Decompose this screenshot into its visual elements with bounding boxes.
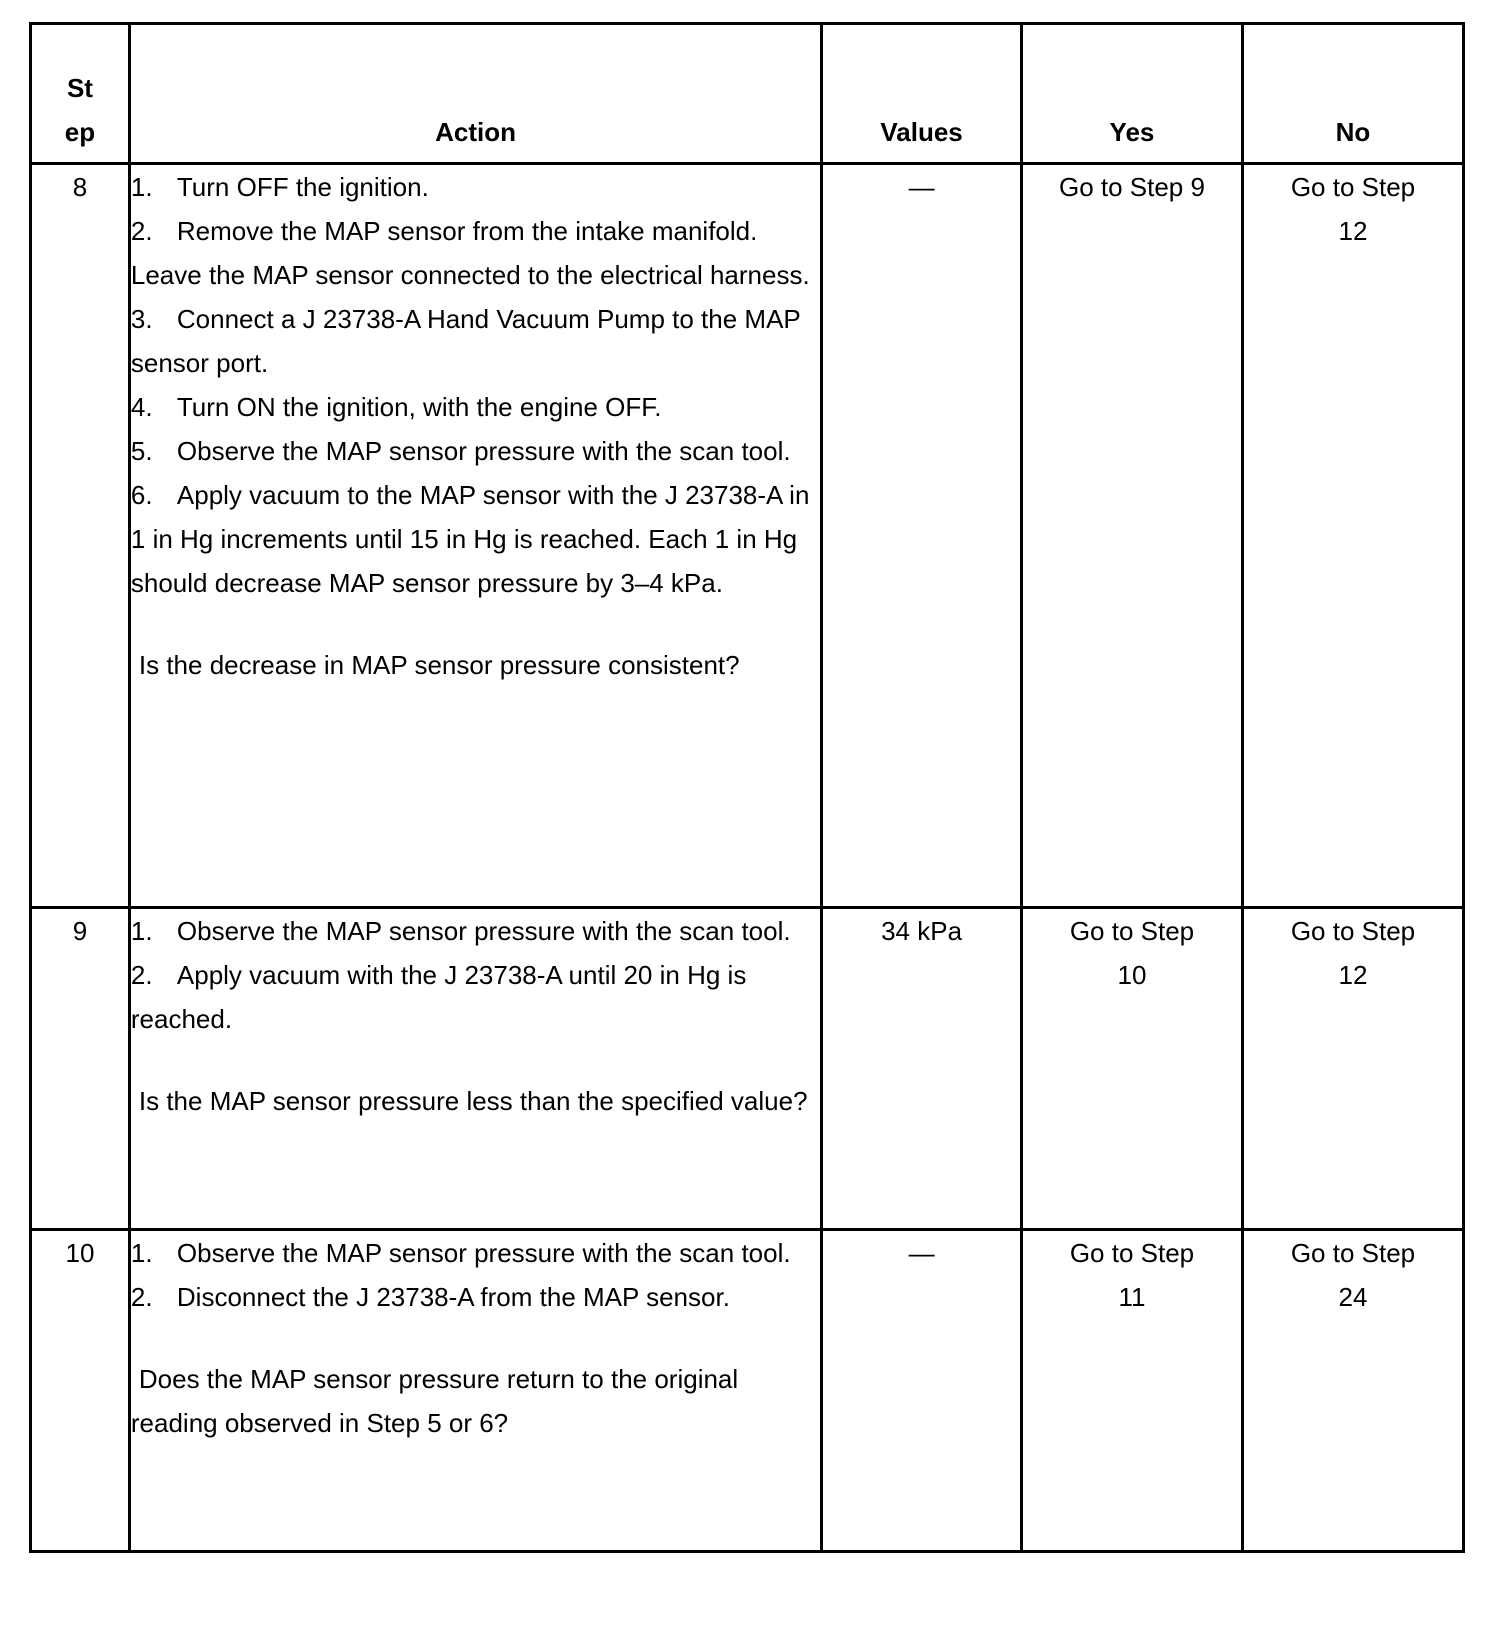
header-yes: Yes [1021, 24, 1242, 164]
no-goto-step: Go to Step 12 [1290, 172, 1416, 246]
header-row [31, 24, 1464, 164]
table-row-step-10 [31, 1230, 1464, 1552]
diagnostic-table [29, 22, 1465, 1553]
action-step [131, 909, 820, 953]
action-step-text: Turn OFF the ignition. [176, 172, 429, 202]
action-step-text: Observe the MAP sensor pressure with the scan tool. [176, 1238, 791, 1268]
question-text: Is the MAP sensor pressure less than the specified value? [138, 1086, 808, 1116]
action-step [131, 297, 820, 385]
no-cell [1242, 908, 1463, 1230]
action-step-text: Apply vacuum to the MAP sensor with the J 23738-A in 1 in Hg increments until 15 in Hg is reached. Each 1 in Hg should decrease MAP sensor pressure by 3–4 kPa. [130, 480, 810, 598]
no-goto-step: Go to Step 24 [1290, 1238, 1416, 1312]
header-no: No [1242, 24, 1463, 164]
action-step-text: Remove the MAP sensor from the intake manifold. Leave the MAP sensor connected to the electrical harness. [130, 216, 810, 290]
action-step [131, 1231, 820, 1275]
action-step-text: Connect a J 23738-A Hand Vacuum Pump to the MAP sensor port. [130, 304, 801, 378]
action-step-number: 2. [130, 216, 153, 246]
action-step [131, 953, 820, 1041]
action-step-number: 6. [130, 480, 153, 510]
action-step-number: 2. [130, 1282, 153, 1312]
table-row-step-8 [31, 164, 1464, 908]
action-step-number: 3. [130, 304, 153, 334]
header-action: Action [129, 24, 821, 164]
question-text: Does the MAP sensor pressure return to the original reading observed in Step 5 or 6? [130, 1364, 739, 1438]
question-text: Is the decrease in MAP sensor pressure consistent? [138, 650, 740, 680]
step-number: 9 [31, 908, 130, 1230]
yes-cell [1021, 1230, 1242, 1552]
yes-goto-step: Go to Step 10 [1069, 916, 1195, 990]
no-goto-step: Go to Step 12 [1290, 916, 1416, 990]
no-cell [1242, 1230, 1463, 1552]
action-step [131, 473, 820, 605]
step-number: 10 [31, 1230, 130, 1552]
action-step-text: Observe the MAP sensor pressure with the scan tool. [176, 436, 791, 466]
action-step [131, 1275, 820, 1319]
action-step-number: 1. [130, 172, 153, 202]
yes-cell [1021, 908, 1242, 1230]
header-step-label: St ep [64, 73, 96, 147]
action-step-number: 4. [130, 392, 153, 422]
action-step [131, 165, 820, 209]
action-step-number: 1. [130, 1238, 153, 1268]
step-number: 8 [31, 164, 130, 908]
action-step-text: Observe the MAP sensor pressure with the scan tool. [176, 916, 791, 946]
action-step-text: Disconnect the J 23738-A from the MAP sensor. [176, 1282, 730, 1312]
action-step-text: Turn ON the ignition, with the engine OFF. [176, 392, 662, 422]
values-cell: — [822, 164, 1022, 908]
action-step-number: 5. [130, 436, 153, 466]
action-step-number: 2. [130, 960, 153, 990]
action-cell [129, 908, 821, 1230]
yes-goto-step: Go to Step 9 [1058, 172, 1205, 202]
no-cell [1242, 164, 1463, 908]
yes-cell [1021, 164, 1242, 908]
action-cell [129, 1230, 821, 1552]
header-step [31, 24, 130, 164]
values-cell: 34 kPa [822, 908, 1022, 1230]
action-step [131, 429, 820, 473]
yes-goto-step: Go to Step 11 [1069, 1238, 1195, 1312]
table-row-step-9 [31, 908, 1464, 1230]
action-step [131, 209, 820, 297]
action-step-text: Apply vacuum with the J 23738-A until 20 in Hg is reached. [130, 960, 747, 1034]
values-cell: — [822, 1230, 1022, 1552]
action-cell [129, 164, 821, 908]
action-step-number: 1. [130, 916, 153, 946]
header-values: Values [822, 24, 1022, 164]
action-step [131, 385, 820, 429]
